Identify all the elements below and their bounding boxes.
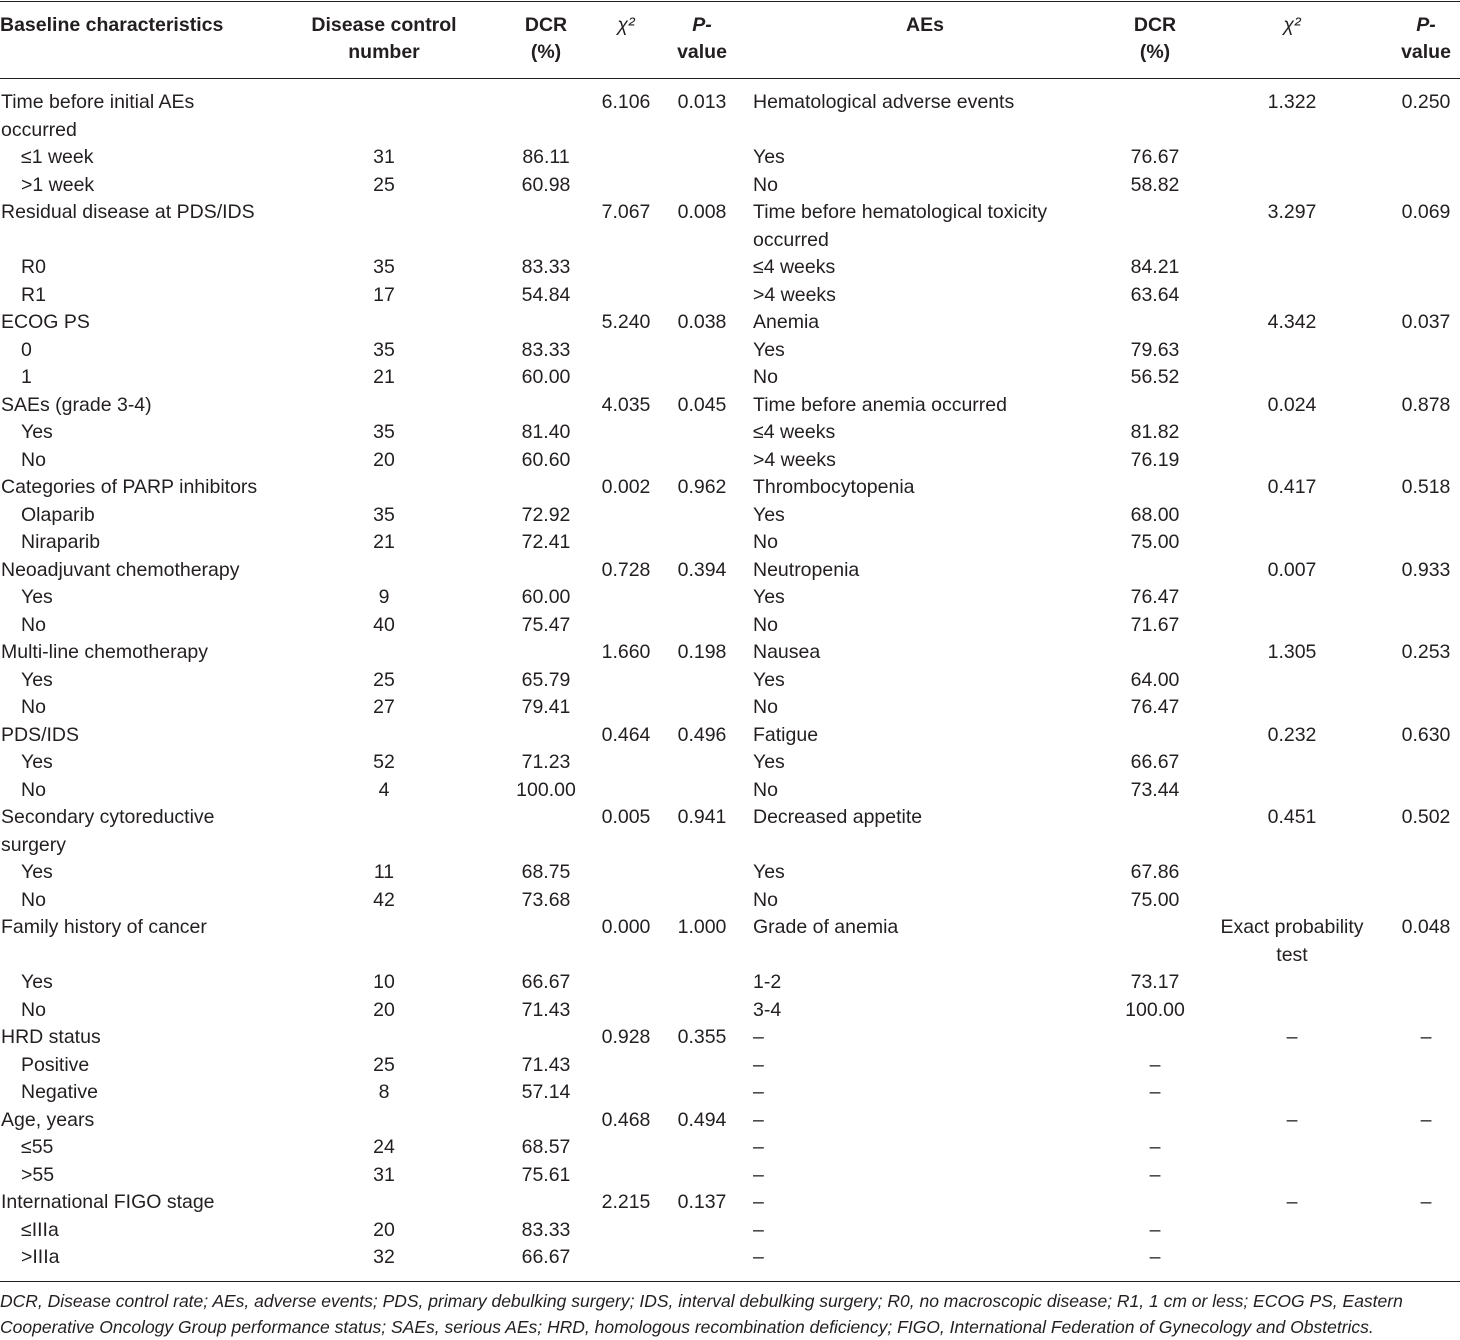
subgroup-label: >1 week — [21, 173, 95, 196]
disease-control-number-cell: 21 — [373, 531, 395, 553]
header-chi-square-left: χ² — [617, 14, 635, 36]
ae-dcr-cell: – — [1149, 1081, 1161, 1103]
chi-square-cell: 0.000 — [601, 916, 651, 938]
disease-control-number-cell: 32 — [373, 1246, 395, 1268]
table-row — [0, 639, 1460, 667]
ae-p-value-cell: 0.048 — [1401, 916, 1451, 938]
p-value-cell: 0.013 — [677, 91, 727, 113]
ae-dcr-cell: – — [1149, 1246, 1161, 1268]
chi-square-cell: 4.035 — [601, 393, 651, 416]
ae-chi-square-cell: 3.297 — [1267, 201, 1317, 223]
subgroup-label: >IIIa — [21, 1246, 60, 1268]
table-row — [0, 1244, 1460, 1272]
adverse-event-label: Grade of anemia — [753, 916, 899, 938]
ae-dcr-cell: 75.00 — [1130, 531, 1180, 553]
chi-square-cell: 0.928 — [601, 1026, 651, 1048]
adverse-event-label: Yes — [753, 146, 785, 168]
adverse-event-label: Fatigue — [753, 723, 819, 746]
subgroup-label: 1 — [21, 366, 32, 388]
ae-chi-square-cell: 0.024 — [1267, 393, 1317, 416]
chi-square-cell: 0.002 — [601, 476, 651, 498]
dcr-cell: 57.14 — [521, 1081, 571, 1103]
adverse-event-label: >4 weeks — [753, 283, 836, 306]
adverse-event-label: Thrombocytopenia — [753, 476, 915, 498]
ae-dcr-cell: 100.00 — [1125, 998, 1185, 1021]
dcr-cell: 60.98 — [521, 173, 571, 196]
footnote-line: DCR, Disease control rate; AEs, adverse events; PDS, primary debulking surgery; IDS, interval debulking surgery; R0, no macroscopic disease; R1, 1 cm or less; ECOG PS, Eastern — [0, 1291, 1403, 1311]
adverse-event-label: – — [753, 1136, 764, 1158]
adverse-event-label: Nausea — [753, 641, 821, 663]
p-value-cell: 0.496 — [677, 723, 727, 746]
subgroup-label: No — [21, 613, 46, 636]
chi-square-cell: 6.106 — [601, 91, 651, 113]
adverse-event-label: occurred — [753, 228, 829, 251]
adverse-event-label: Yes — [753, 503, 785, 526]
table-row — [0, 1217, 1460, 1245]
dcr-cell: 72.92 — [521, 503, 571, 526]
subgroup-label: ≤IIIa — [21, 1218, 59, 1241]
table-row — [0, 392, 1460, 420]
ae-p-value-cell: 0.878 — [1401, 393, 1451, 416]
dcr-cell: 83.33 — [521, 338, 571, 361]
ae-dcr-cell: 81.82 — [1130, 421, 1180, 443]
header-baseline-characteristics: Baseline characteristics — [0, 14, 224, 36]
table-row — [0, 282, 1460, 310]
disease-control-number-cell: 21 — [373, 366, 395, 388]
table-bottom-rule — [0, 1281, 1460, 1282]
ae-dcr-cell: 67.86 — [1130, 861, 1180, 883]
header-dcr-right: DCR (%) — [1133, 14, 1177, 63]
dcr-cell: 72.41 — [521, 531, 571, 553]
subgroup-label: Positive — [21, 1053, 90, 1076]
dcr-cell: 81.40 — [521, 421, 571, 443]
subgroup-label: ≤55 — [21, 1136, 54, 1158]
p-value-cell: 0.941 — [677, 806, 727, 828]
adverse-event-label: Yes — [753, 861, 785, 883]
adverse-event-label: Time before anemia occurred — [753, 393, 1007, 416]
subgroup-label: ≤1 week — [21, 146, 94, 168]
ae-dcr-cell: 76.47 — [1130, 696, 1180, 718]
p-value-cell: 0.494 — [677, 1108, 727, 1131]
dcr-cell: 60.00 — [521, 366, 571, 388]
adverse-event-label: Time before hematological toxicity — [753, 201, 1048, 223]
disease-control-number-cell: 35 — [373, 503, 395, 526]
table-row — [0, 172, 1460, 200]
dcr-cell: 75.47 — [521, 613, 571, 636]
ae-chi-square-cell: 4.342 — [1267, 311, 1317, 333]
ae-p-value-cell: 0.037 — [1401, 311, 1451, 333]
ae-dcr-cell: 73.44 — [1130, 778, 1180, 801]
subgroup-label: Yes — [21, 971, 53, 993]
table-row — [0, 1189, 1460, 1217]
disease-control-number-cell: 27 — [373, 696, 395, 718]
ae-chi-square-cell: 1.322 — [1267, 91, 1317, 113]
subgroup-label: Yes — [21, 668, 53, 691]
header-disease-control-number: Disease control number — [311, 14, 457, 63]
adverse-event-label: Yes — [753, 338, 785, 361]
dcr-cell: 60.60 — [521, 448, 571, 471]
table-row — [0, 557, 1460, 585]
table-row — [0, 144, 1460, 172]
chi-square-cell: 1.660 — [601, 641, 651, 663]
table-top-rule — [0, 1, 1460, 2]
dcr-cell: 54.84 — [521, 283, 571, 306]
disease-control-number-cell: 24 — [373, 1136, 395, 1158]
p-value-cell: 0.394 — [677, 558, 727, 581]
characteristic-label: PDS/IDS — [1, 723, 80, 746]
adverse-event-label: – — [753, 1191, 764, 1213]
adverse-event-label: Anemia — [753, 311, 820, 333]
disease-control-number-cell: 35 — [373, 256, 395, 278]
subgroup-label: Olaparib — [21, 503, 95, 526]
characteristic-label: Secondary cytoreductive — [1, 806, 215, 828]
subgroup-label: No — [21, 778, 46, 801]
ae-p-value-cell: 0.253 — [1401, 641, 1451, 663]
dcr-cell: 68.75 — [521, 861, 571, 883]
ae-dcr-cell: 76.19 — [1130, 448, 1180, 471]
ae-chi-square-cell: 0.417 — [1267, 476, 1317, 498]
table-row — [0, 1107, 1460, 1135]
disease-control-number-cell: 11 — [373, 861, 395, 883]
p-value-cell: 0.045 — [677, 393, 727, 416]
adverse-event-label: Hematological adverse events — [753, 91, 1015, 113]
disease-control-number-cell: 4 — [378, 778, 390, 801]
subgroup-label: Niraparib — [21, 531, 101, 553]
ae-chi-square-cell: – — [1286, 1108, 1298, 1131]
ae-dcr-cell: 66.67 — [1130, 751, 1180, 773]
dcr-cell: 66.67 — [521, 1246, 571, 1268]
chi-square-cell: 5.240 — [601, 311, 651, 333]
characteristic-label: SAEs (grade 3-4) — [1, 393, 152, 416]
table-row — [0, 1024, 1460, 1052]
subgroup-label: Negative — [21, 1081, 98, 1103]
ae-dcr-cell: 75.00 — [1130, 888, 1180, 911]
disease-control-number-cell: 10 — [373, 971, 395, 993]
table-row — [0, 722, 1460, 750]
ae-p-value-cell: 0.069 — [1401, 201, 1451, 223]
p-value-cell: 0.198 — [677, 641, 727, 663]
disease-control-number-cell: 31 — [373, 1163, 395, 1186]
table-row — [0, 1162, 1460, 1190]
adverse-event-label: No — [753, 366, 778, 388]
subgroup-label: R0 — [21, 256, 46, 278]
adverse-event-label: – — [753, 1081, 764, 1103]
characteristic-label: surgery — [1, 833, 67, 856]
ae-chi-square-cell: – — [1286, 1026, 1298, 1048]
table-row — [0, 914, 1460, 969]
disease-control-number-cell: 52 — [373, 751, 395, 773]
table-row — [0, 749, 1460, 777]
chi-square-cell: 7.067 — [601, 201, 651, 223]
characteristic-label: Multi-line chemotherapy — [1, 641, 209, 663]
disease-control-number-cell: 25 — [373, 173, 395, 196]
table-row — [0, 887, 1460, 915]
subgroup-label: No — [21, 448, 46, 471]
header-bottom-rule — [0, 78, 1460, 79]
p-value-cell: 0.137 — [677, 1191, 727, 1213]
table-row — [0, 337, 1460, 365]
disease-control-number-cell: 8 — [378, 1081, 390, 1103]
ae-p-value-cell: – — [1420, 1026, 1432, 1048]
dcr-cell: 100.00 — [516, 778, 576, 801]
dcr-cell: 66.67 — [521, 971, 571, 993]
disease-control-number-cell: 20 — [373, 1218, 395, 1241]
ae-chi-square-cell: 0.451 — [1267, 806, 1317, 828]
disease-control-number-cell: 35 — [373, 421, 395, 443]
ae-dcr-cell: 58.82 — [1130, 173, 1180, 196]
adverse-event-label: Neutropenia — [753, 558, 860, 581]
adverse-event-label: No — [753, 531, 778, 553]
p-value-cell: 1.000 — [677, 916, 727, 938]
ae-p-value-cell: 0.630 — [1401, 723, 1451, 746]
dcr-cell: 73.68 — [521, 888, 571, 911]
table-row — [0, 667, 1460, 695]
table-row — [0, 997, 1460, 1025]
disease-control-number-cell: 20 — [373, 448, 395, 471]
characteristic-label: Time before initial AEs — [1, 91, 195, 113]
adverse-event-label: No — [753, 696, 778, 718]
ae-chi-square-cell: – — [1286, 1191, 1298, 1213]
characteristic-label: ECOG PS — [1, 311, 90, 333]
ae-chi-square-cell: 1.305 — [1267, 641, 1317, 663]
disease-control-number-cell: 35 — [373, 338, 395, 361]
subgroup-label: No — [21, 696, 46, 718]
adverse-event-label: Yes — [753, 751, 785, 773]
ae-chi-square-cell: test — [1276, 943, 1308, 966]
table-row — [0, 254, 1460, 282]
ae-dcr-cell: 79.63 — [1130, 338, 1180, 361]
table-row — [0, 474, 1460, 502]
table-row — [0, 419, 1460, 447]
adverse-event-label: No — [753, 613, 778, 636]
ae-dcr-cell: 76.67 — [1130, 146, 1180, 168]
adverse-event-label: Decreased appetite — [753, 806, 923, 828]
table-row — [0, 694, 1460, 722]
ae-p-value-cell: 0.250 — [1401, 91, 1451, 113]
characteristic-label: International FIGO stage — [1, 1191, 215, 1213]
table-row — [0, 1079, 1460, 1107]
chi-square-cell: 0.728 — [601, 558, 651, 581]
ae-dcr-cell: – — [1149, 1163, 1161, 1186]
table-row — [0, 364, 1460, 392]
table-row — [0, 804, 1460, 859]
ae-dcr-cell: 71.67 — [1130, 613, 1180, 636]
dcr-cell: 75.61 — [521, 1163, 571, 1186]
table-row — [0, 447, 1460, 475]
ae-dcr-cell: 68.00 — [1130, 503, 1180, 526]
chi-square-cell: 0.464 — [601, 723, 651, 746]
disease-control-number-cell: 25 — [373, 1053, 395, 1076]
dcr-cell: 83.33 — [521, 256, 571, 278]
characteristic-label: HRD status — [1, 1026, 101, 1048]
table-row — [0, 199, 1460, 254]
dcr-cell: 65.79 — [521, 668, 571, 691]
adverse-event-label: ≤4 weeks — [753, 421, 836, 443]
disease-control-number-cell: 25 — [373, 668, 395, 691]
table-row — [0, 969, 1460, 997]
characteristic-label: Family history of cancer — [1, 916, 207, 938]
header-dcr-left: DCR (%) — [524, 14, 568, 63]
ae-dcr-cell: 64.00 — [1130, 668, 1180, 691]
header-p-value-left: P- value — [677, 14, 727, 63]
ae-dcr-cell: 63.64 — [1130, 283, 1180, 306]
ae-dcr-cell: 73.17 — [1130, 971, 1180, 993]
table-row — [0, 612, 1460, 640]
footnote-line: Cooperative Oncology Group performance status; SAEs, serious AEs; HRD, homologous recombination deficiency; FIGO, International Federation of Gynecology and Obstetrics. — [0, 1317, 1374, 1337]
header-chi-square-right: χ² — [1283, 14, 1301, 36]
p-value-cell: 0.038 — [677, 311, 727, 333]
ae-dcr-cell: 56.52 — [1130, 366, 1180, 388]
ae-p-value-cell: 0.502 — [1401, 806, 1451, 828]
ae-chi-square-cell: 0.007 — [1267, 558, 1317, 581]
dcr-cell: 68.57 — [521, 1136, 571, 1158]
adverse-event-label: >4 weeks — [753, 448, 836, 471]
characteristic-label: Residual disease at PDS/IDS — [1, 201, 255, 223]
table-row — [0, 584, 1460, 612]
ae-dcr-cell: – — [1149, 1136, 1161, 1158]
chi-square-cell: 0.005 — [601, 806, 651, 828]
table-row — [0, 502, 1460, 530]
header-p-value-right: P- value — [1401, 14, 1451, 63]
table-header — [0, 12, 1460, 68]
dcr-cell: 79.41 — [521, 696, 571, 718]
adverse-event-label: – — [753, 1246, 764, 1268]
adverse-event-label: No — [753, 778, 778, 801]
table-row — [0, 529, 1460, 557]
adverse-event-label: – — [753, 1218, 764, 1241]
ae-p-value-cell: – — [1420, 1108, 1432, 1131]
ae-p-value-cell: – — [1420, 1191, 1432, 1213]
table-row — [0, 1134, 1460, 1162]
adverse-event-label: Yes — [753, 586, 785, 608]
disease-control-number-cell: 31 — [373, 146, 395, 168]
p-value-cell: 0.008 — [677, 201, 727, 223]
ae-dcr-cell: 84.21 — [1130, 256, 1180, 278]
ae-dcr-cell: – — [1149, 1053, 1161, 1076]
table-row — [0, 89, 1460, 144]
characteristic-label: Neoadjuvant chemotherapy — [1, 558, 240, 581]
disease-control-number-cell: 9 — [378, 586, 390, 608]
adverse-event-label: – — [753, 1108, 764, 1131]
characteristic-label: Age, years — [1, 1108, 95, 1131]
subgroup-label: >55 — [21, 1163, 55, 1186]
subgroup-label: Yes — [21, 861, 53, 883]
ae-dcr-cell: – — [1149, 1218, 1161, 1241]
dcr-cell: 83.33 — [521, 1218, 571, 1241]
ae-p-value-cell: 0.933 — [1401, 558, 1451, 581]
adverse-event-label: No — [753, 173, 778, 196]
adverse-event-label: 3-4 — [753, 998, 782, 1021]
subgroup-label: R1 — [21, 283, 46, 306]
adverse-event-label: – — [753, 1163, 764, 1186]
adverse-event-label: – — [753, 1026, 764, 1048]
table-row — [0, 777, 1460, 805]
p-value-cell: 0.355 — [677, 1026, 727, 1048]
adverse-event-label: 1-2 — [753, 971, 782, 993]
subgroup-label: 0 — [21, 338, 32, 361]
characteristic-label: occurred — [1, 118, 77, 141]
subgroup-label: No — [21, 998, 46, 1021]
dcr-cell: 71.23 — [521, 751, 571, 773]
adverse-event-label: Yes — [753, 668, 785, 691]
table-footnote — [0, 1288, 1460, 1340]
table-row — [0, 859, 1460, 887]
ae-chi-square-cell: 0.232 — [1267, 723, 1317, 746]
ae-dcr-cell: 76.47 — [1130, 586, 1180, 608]
chi-square-cell: 2.215 — [601, 1191, 651, 1213]
characteristic-label: Categories of PARP inhibitors — [1, 476, 258, 498]
ae-chi-square-cell: Exact probability — [1220, 916, 1364, 938]
ae-p-value-cell: 0.518 — [1401, 476, 1451, 498]
table-row — [0, 309, 1460, 337]
adverse-event-label: No — [753, 888, 778, 911]
dcr-cell: 71.43 — [521, 998, 571, 1021]
dcr-cell: 60.00 — [521, 586, 571, 608]
dcr-cell: 86.11 — [522, 146, 570, 168]
subgroup-label: No — [21, 888, 46, 911]
chi-square-cell: 0.468 — [601, 1108, 651, 1131]
adverse-event-label: ≤4 weeks — [753, 256, 836, 278]
disease-control-number-cell: 17 — [373, 283, 395, 306]
subgroup-label: Yes — [21, 586, 53, 608]
disease-control-number-cell: 20 — [373, 998, 395, 1021]
disease-control-number-cell: 42 — [373, 888, 395, 911]
subgroup-label: Yes — [21, 421, 53, 443]
disease-control-number-cell: 40 — [373, 613, 395, 636]
table-row — [0, 1052, 1460, 1080]
p-value-cell: 0.962 — [677, 476, 727, 498]
header-aes: AEs — [906, 14, 944, 36]
adverse-event-label: – — [753, 1053, 764, 1076]
subgroup-label: Yes — [21, 751, 53, 773]
dcr-cell: 71.43 — [521, 1053, 571, 1076]
